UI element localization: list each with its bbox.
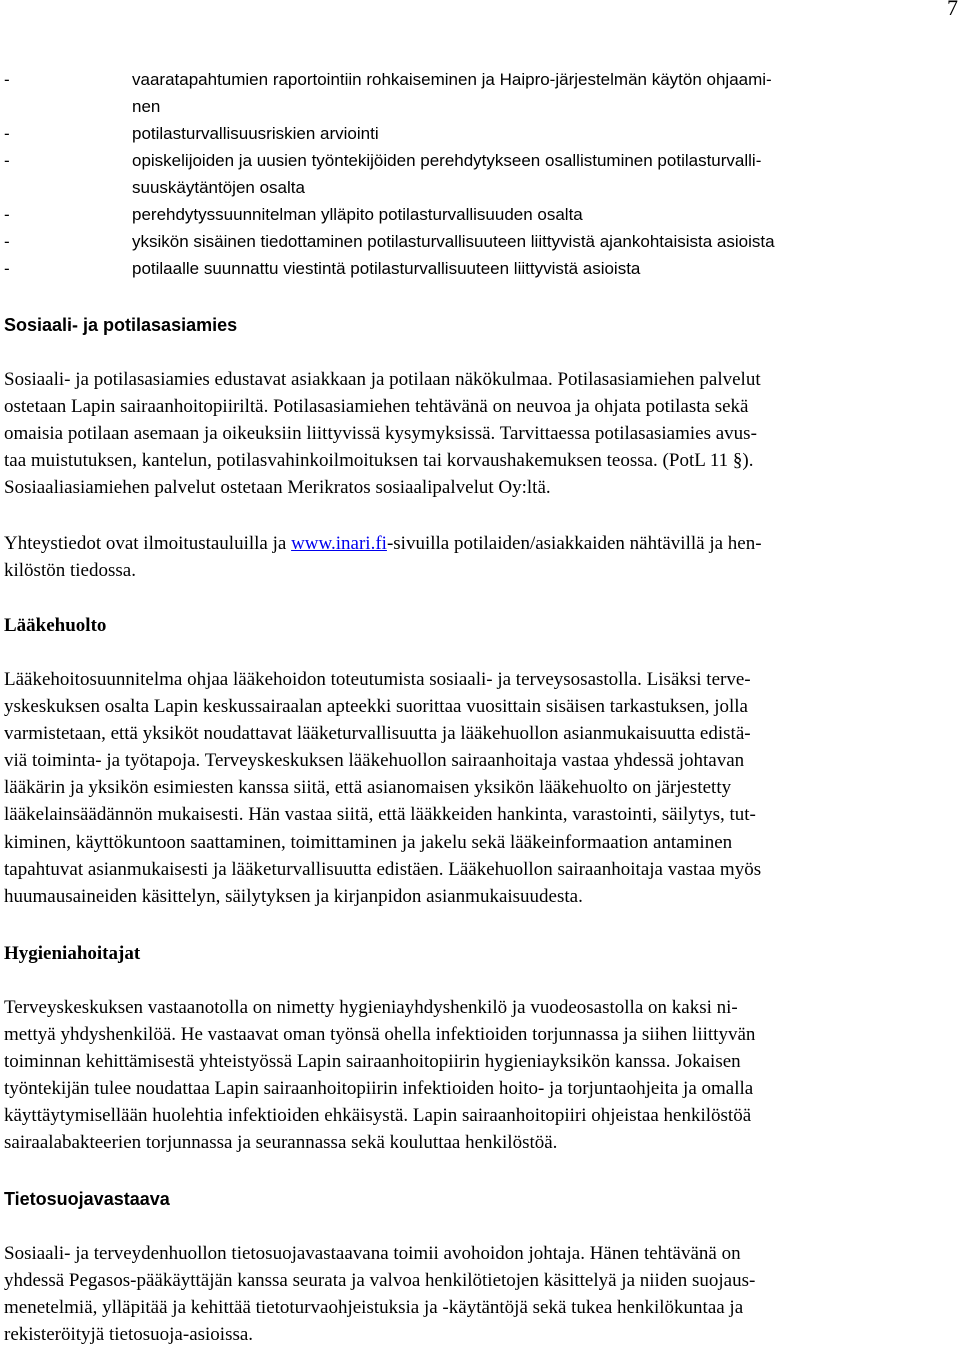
list-item-line: suuskäytäntöjen osalta [132, 178, 305, 197]
section-hygienia [4, 940, 956, 967]
list-item [4, 147, 956, 201]
list-dash: - [4, 70, 10, 89]
paragraph-line: Lääkehoitosuunnitelma ohjaa lääkehoidon toteutumista sosiaali- ja terveysosastolla. Lisäksi terve- [4, 669, 751, 690]
paragraph-line: mettyä yhdyshenkilöä. He vastaavat oman työnsä ohella infektioiden torjunnassa ja siihen liittyvän [4, 1024, 756, 1046]
laakehuolto-paragraph [4, 666, 956, 910]
paragraph-line [4, 530, 956, 557]
section-heading: Sosiaali- ja potilasasiamies [4, 315, 238, 335]
list-item-text: perehdytyssuunnitelman ylläpito potilasturvallisuuden osalta [132, 205, 583, 224]
contact-text: -sivuilla potilaiden/asiakkaiden nähtävillä ja hen- [386, 533, 762, 554]
list-dash: - [4, 124, 10, 143]
list-item-text [132, 147, 956, 201]
contact-text: Yhteystiedot ovat ilmoitustauluilla ja [4, 533, 292, 554]
paragraph-line: toiminnan kehittämisestä yhteistyössä Lapin sairaanhoitopiirin hygieniayksikön kanssa. Jokaisen [4, 1051, 741, 1073]
paragraph-line: työntekijän tulee noudattaa Lapin sairaanhoitopiirin infektioiden hoito- ja torjuntaohjeita ja omalla [4, 1078, 754, 1100]
paragraph-line: lääkelainsäädännön mukaisesti. Hän vastaa siitä, että lääkkeiden hankinta, varastointi, säilytys, tut- [4, 804, 756, 826]
paragraph-line: kilöstön tiedossa. [4, 560, 136, 582]
paragraph-line: omaisia potilaan asemaan ja oikeuksiin liittyvissä kysymyksissä. Tarvittaessa potilasasiamies avus- [4, 423, 757, 445]
section-laakehuolto [4, 612, 956, 639]
list-item-line: opiskelijoiden ja uusien työntekijöiden perehdytykseen osallistuminen potilasturvalli- [132, 151, 762, 170]
paragraph-line: viä toiminta- ja työtapoja. Terveyskeskuksen lääkehuollon sairaanhoitaja vastaa yhdessä johtavan [4, 750, 745, 772]
paragraph-line: menetelmiä, ylläpitää ja kehittää tietoturvaohjeistuksia ja -käytäntöjä sekä tukea henkilökuntaa ja [4, 1297, 744, 1319]
list-item [4, 66, 956, 120]
list-dash: - [4, 259, 10, 278]
section-tietosuoja [4, 1186, 956, 1213]
sosiaali-paragraph [4, 366, 956, 501]
paragraph-line: tapahtuvat asianmukaisesti ja lääketurvallisuutta edistäen. Lääkehuollon sairaanhoitaja vastaa myös [4, 858, 762, 880]
paragraph-line: yskeskuksen osalta Lapin keskussairaalan apteekki suorittaa vuosittain sisäisen tarkastuksen, jolla [4, 696, 748, 718]
paragraph-line: huumausaineiden käsittelyn, säilytyksen ja kirjanpidon asianmukaisuudesta. [4, 885, 583, 907]
paragraph-line: kiminen, käyttökuntoon saattaminen, toimittaminen ja jakelu sekä lääkeinformaation antaminen [4, 831, 733, 853]
contact-paragraph [4, 530, 956, 584]
inari-website-link[interactable]: www.inari.fi [291, 533, 387, 554]
section-sosiaali [4, 312, 956, 339]
list-item-text: potilasturvallisuusriskien arviointi [132, 124, 379, 143]
paragraph-line: Sosiaali- ja terveydenhuollon tietosuojavastaavana toimii avohoidon johtaja. Hänen tehtävänä on [4, 1243, 741, 1264]
section-heading: Hygieniahoitajat [4, 943, 141, 964]
list-item [4, 201, 956, 228]
list-item [4, 255, 956, 282]
paragraph-line: sairaalabakteerien torjunnassa ja seurannassa sekä kouluttaa henkilöstöä. [4, 1132, 558, 1154]
section-heading: Lääkehuolto [4, 615, 107, 636]
paragraph-line: Sosiaali- ja potilasasiamies edustavat asiakkaan ja potilaan näkökulmaa. Potilasasiamiehen palvelut [4, 369, 761, 390]
list-item-line: vaaratapahtumien raportointiin rohkaiseminen ja Haipro-järjestelmän käytön ohjaami- [132, 70, 772, 89]
list-item [4, 120, 956, 147]
list-item-text: potilaalle suunnattu viestintä potilasturvallisuuteen liittyvistä asioista [132, 259, 641, 278]
paragraph-line: lääkärin ja yksikön esimiesten kanssa siitä, että asianomaisen yksikön lääkehuolto on järjestetty [4, 777, 732, 799]
list-dash: - [4, 232, 10, 251]
tietosuoja-paragraph [4, 1240, 956, 1348]
paragraph-line: Sosiaaliasiamiehen palvelut ostetaan Merikratos sosiaalipalvelut Oy:ltä. [4, 477, 551, 499]
paragraph-line: varmistetaan, että yksiköt noudattavat lääketurvallisuutta ja lääkehuollon asianmukaisuutta edistä- [4, 723, 751, 745]
paragraph-line: taa muistutuksen, kantelun, potilasvahinkoilmoituksen tai korvaushakemuksen teossa. (PotL 11 §). [4, 450, 754, 472]
paragraph-line: rekisteröityjä tietosuoja-asioissa. [4, 1324, 254, 1346]
list-item-text: yksikön sisäinen tiedottaminen potilasturvallisuuteen liittyvistä ajankohtaisista asioista [132, 232, 775, 251]
hygienia-paragraph [4, 994, 956, 1157]
list-dash: - [4, 205, 10, 224]
paragraph-line: Terveyskeskuksen vastaanotolla on nimetty hygieniayhdyshenkilö ja vuodeosastolla on kaksi ni- [4, 997, 738, 1018]
responsibility-list [4, 66, 956, 282]
list-dash: - [4, 151, 10, 170]
list-item-line: nen [132, 97, 161, 116]
section-heading: Tietosuojavastaava [4, 1189, 170, 1209]
paragraph-line: käyttäytymisellään huolehtia infektioiden ehkäisystä. Lapin sairaanhoitopiiri ohjeistaa henkilöstöä [4, 1105, 752, 1127]
list-item [4, 228, 956, 255]
page-number: 7 [947, 0, 958, 20]
paragraph-line: ostetaan Lapin sairaanhoitopiiriltä. Potilasasiamiehen tehtävänä on neuvoa ja ohjata potilasta sekä [4, 396, 749, 418]
paragraph-line: yhdessä Pegasos-pääkäyttäjän kanssa seurata ja valvoa henkilötietojen käsittelyä ja niiden suojaus- [4, 1270, 756, 1292]
list-item-text [132, 66, 956, 120]
